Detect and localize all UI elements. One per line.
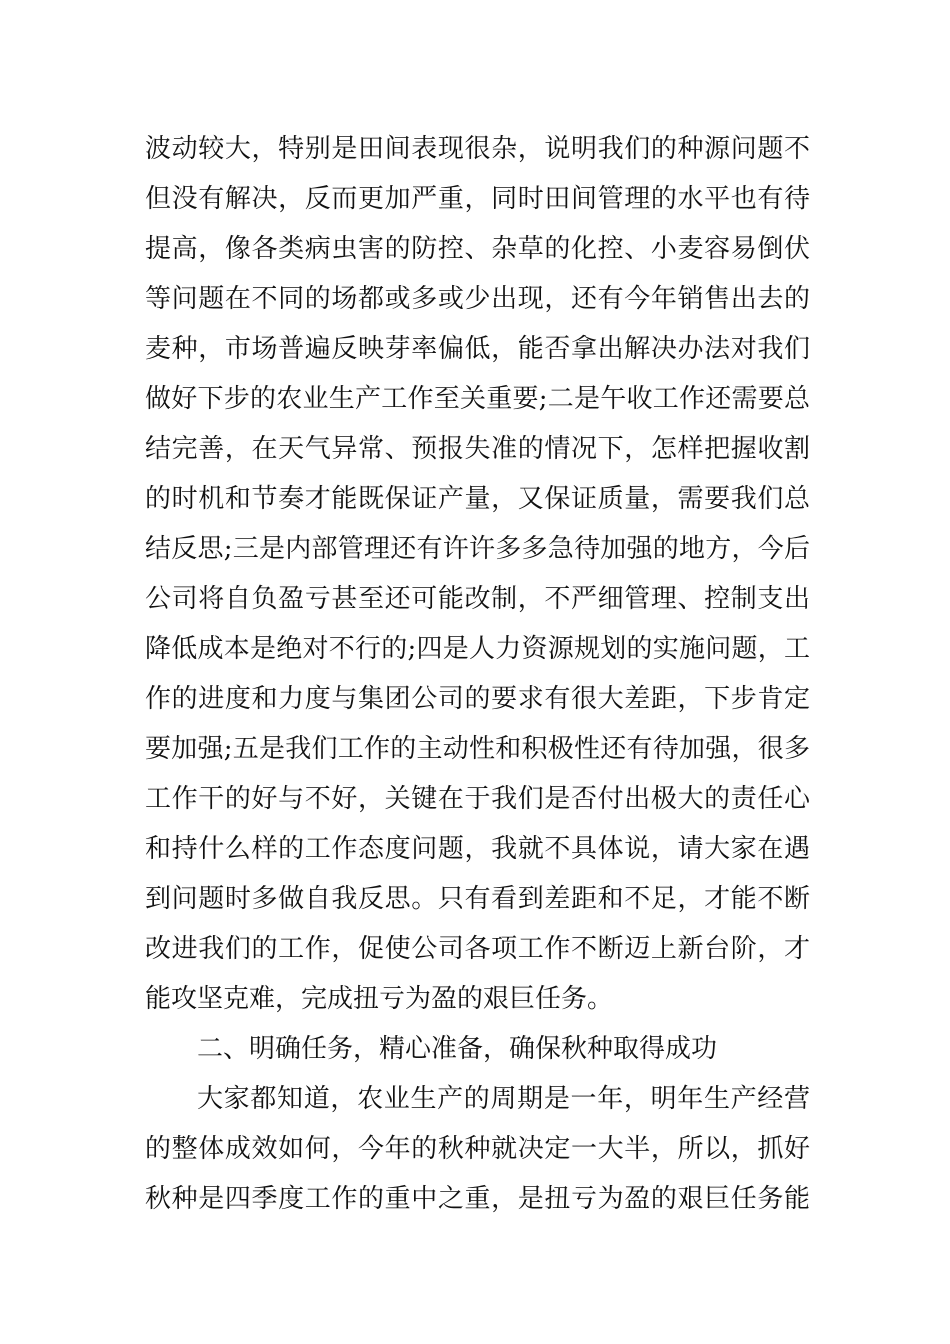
text-line: 提高，像各类病虫害的防控、杂草的化控、小麦容易倒伏 <box>145 234 810 264</box>
text-line: 但没有解决，反而更加严重，同时田间管理的水平也有待 <box>145 184 810 214</box>
text-line: 等问题在不同的场都或多或少出现，还有今年销售出去的 <box>145 284 810 314</box>
text-line: 要加强;五是我们工作的主动性和积极性还有待加强，很多 <box>145 734 810 764</box>
text-line: 降低成本是绝对不行的;四是人力资源规划的实施问题，工 <box>145 634 810 664</box>
text-line: 到问题时多做自我反思。只有看到差距和不足，才能不断 <box>145 884 810 914</box>
text-line: 的整体成效如何，今年的秋种就决定一大半，所以，抓好 <box>145 1134 810 1164</box>
section-heading: 二、明确任务，精心准备，确保秋种取得成功 <box>197 1034 718 1064</box>
text-line: 的时机和节奏才能既保证产量，又保证质量，需要我们总 <box>145 484 810 514</box>
text-line: 结反思;三是内部管理还有许许多多急待加强的地方，今后 <box>145 534 810 564</box>
text-line: 秋种是四季度工作的重中之重，是扭亏为盈的艰巨任务能 <box>145 1184 810 1214</box>
text-line: 做好下步的农业生产工作至关重要;二是午收工作还需要总 <box>145 384 810 414</box>
text-line: 结完善，在天气异常、预报失准的情况下，怎样把握收割 <box>145 434 810 464</box>
text-line: 作的进度和力度与集团公司的要求有很大差距，下步肯定 <box>145 684 810 714</box>
text-line: 和持什么样的工作态度问题，我就不具体说，请大家在遇 <box>145 834 810 864</box>
text-line-last: 能攻坚克难，完成扭亏为盈的艰巨任务。 <box>145 984 614 1014</box>
text-line: 公司将自负盈亏甚至还可能改制，不严细管理、控制支出 <box>145 584 810 614</box>
document-body <box>145 124 810 1224</box>
text-line: 麦种，市场普遍反映芽率偏低，能否拿出解决办法对我们 <box>145 334 810 364</box>
text-line: 波动较大，特别是田间表现很杂，说明我们的种源问题不 <box>145 134 810 164</box>
text-line-first: 大家都知道，农业生产的周期是一年，明年生产经营 <box>197 1084 810 1114</box>
text-line: 改进我们的工作，促使公司各项工作不断迈上新台阶，才 <box>145 934 810 964</box>
text-line: 工作干的好与不好，关键在于我们是否付出极大的责任心 <box>145 784 810 814</box>
